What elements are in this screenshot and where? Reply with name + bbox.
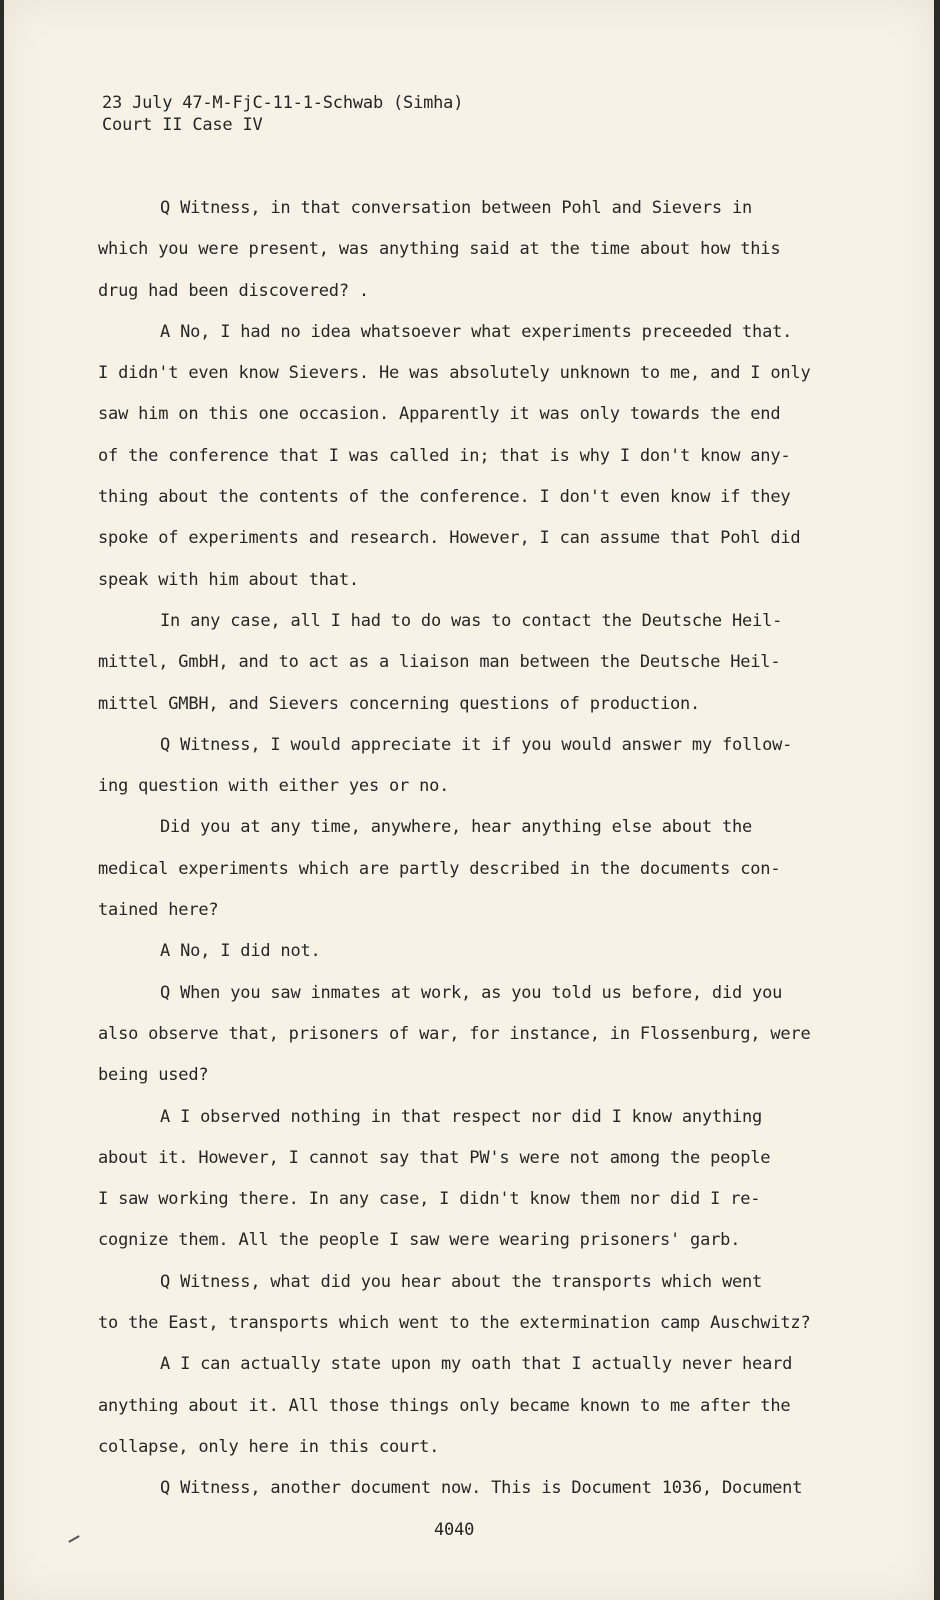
transcript-line: mittel GMBH, and Sievers concerning questions of production.	[98, 693, 701, 714]
transcript-line: being used?	[98, 1065, 209, 1086]
transcript-line: anything about it. All those things only became known to me after the	[98, 1395, 791, 1416]
document-page	[4, 0, 934, 1600]
transcript-line: tained here?	[98, 900, 219, 921]
header-court-case-line: Court II Case IV	[102, 115, 263, 135]
transcript-line: about it. However, I cannot say that PW's were not among the people	[98, 1147, 771, 1168]
transcript-line: to the East, transports which went to the extermination camp Auschwitz?	[98, 1313, 811, 1334]
transcript-line: Q Witness, I would appreciate it if you would answer my follow-	[160, 734, 793, 755]
transcript-line: mittel, GmbH, and to act as a liaison man between the Deutsche Heil-	[98, 652, 781, 673]
pen-mark	[68, 1535, 79, 1543]
transcript-line: spoke of experiments and research. However, I can assume that Pohl did	[98, 528, 801, 549]
transcript-line: cognize them. All the people I saw were wearing prisoners' garb.	[98, 1230, 741, 1251]
transcript-line: saw him on this one occasion. Apparently it was only towards the end	[98, 404, 781, 425]
transcript-line: A No, I did not.	[160, 941, 321, 962]
transcript-line: which you were present, was anything said at the time about how this	[98, 239, 781, 260]
transcript-line: Did you at any time, anywhere, hear anything else about the	[160, 817, 753, 838]
header-session-line: 23 July 47-M-FjC-11-1-Schwab (Simha)	[102, 93, 464, 113]
transcript-line: I saw working there. In any case, I didn't know them nor did I re-	[98, 1189, 761, 1210]
transcript-line: speak with him about that.	[98, 569, 359, 590]
transcript-line: medical experiments which are partly described in the documents con-	[98, 858, 781, 879]
transcript-body	[98, 188, 838, 1510]
transcript-line: thing about the contents of the conference. I don't even know if they	[98, 487, 791, 508]
page-number: 4040	[434, 1520, 475, 1540]
document-header	[102, 92, 463, 136]
transcript-line: of the conference that I was called in; that is why I don't know any-	[98, 445, 791, 466]
transcript-line: Q Witness, what did you hear about the transports which went	[160, 1271, 763, 1292]
transcript-line: Q When you saw inmates at work, as you told us before, did you	[160, 982, 783, 1003]
transcript-line: drug had been discovered? .	[98, 280, 369, 301]
transcript-line: A I observed nothing in that respect nor did I know anything	[160, 1106, 763, 1127]
transcript-line: In any case, all I had to do was to contact the Deutsche Heil-	[160, 610, 783, 631]
transcript-line: I didn't even know Sievers. He was absolutely unknown to me, and I only	[98, 363, 811, 384]
transcript-line: A I can actually state upon my oath that I actually never heard	[160, 1354, 793, 1375]
transcript-line: A No, I had no idea whatsoever what experiments preceeded that.	[160, 321, 793, 342]
transcript-line: Q Witness, in that conversation between Pohl and Sievers in	[160, 198, 753, 218]
transcript-line: also observe that, prisoners of war, for instance, in Flossenburg, were	[98, 1023, 811, 1044]
transcript-line: Q Witness, another document now. This is Document 1036, Document	[160, 1478, 803, 1499]
transcript-line: collapse, only here in this court.	[98, 1436, 440, 1457]
transcript-line: ing question with either yes or no.	[98, 776, 450, 797]
